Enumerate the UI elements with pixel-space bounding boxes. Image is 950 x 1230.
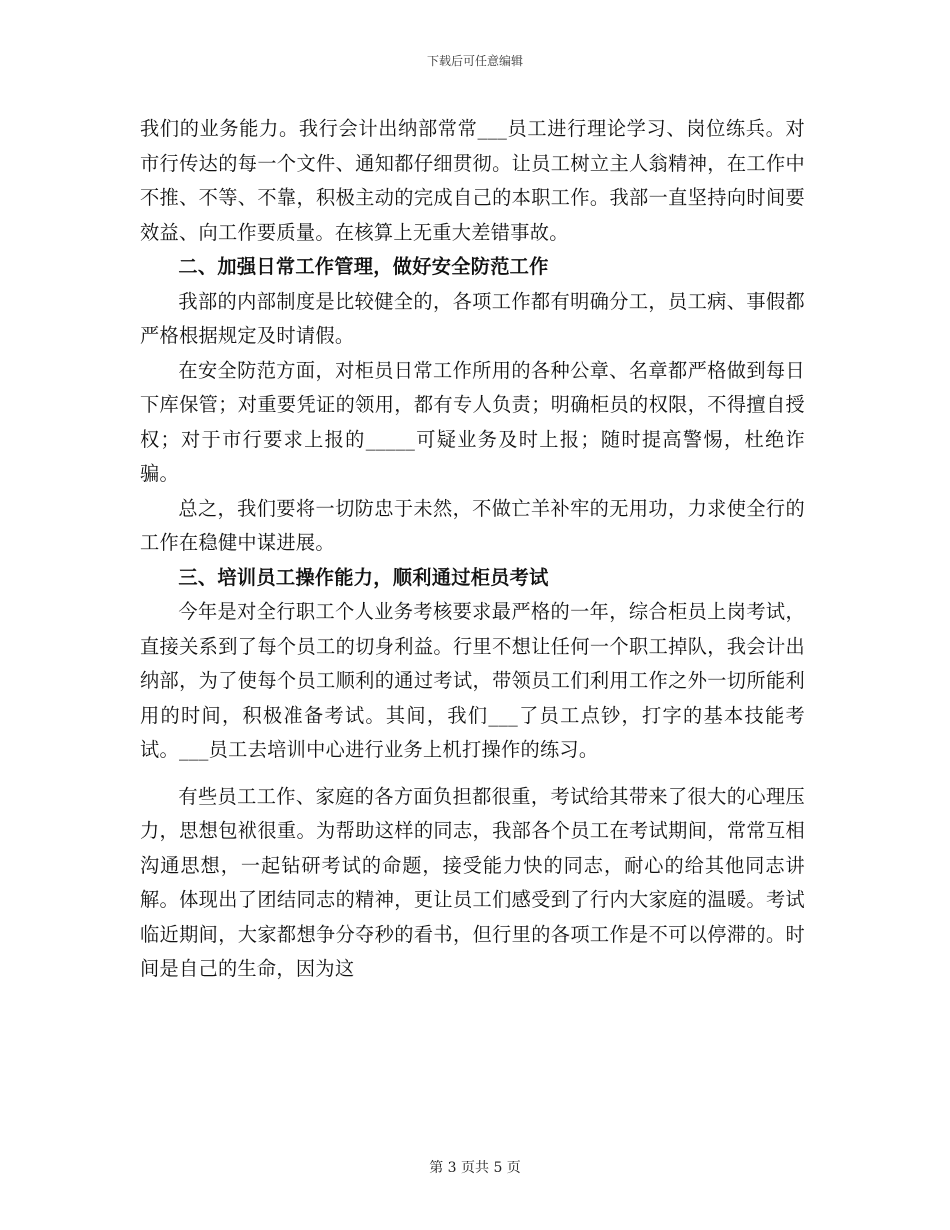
- paragraph-internal-rules: 我部的内部制度是比较健全的，各项工作都有明确分工，员工病、事假都严格根据规定及时请假。: [140, 289, 805, 347]
- paragraph-security: 在安全防范方面，对柜员日常工作所用的各种公章、名章都严格做到每日下库保管；对重要凭证的领用，都有专人负责；明确柜员的权限，不得擅自授权；对于市行要求上报的_____可疑业务及时上报；随时提高警惕，杜绝诈骗。: [140, 358, 805, 485]
- paragraph-support: 有些员工工作、家庭的各方面负担都很重，考试给其带来了很大的心理压力，思想包袱很重。为帮助这样的同志，我部各个员工在考试期间，常常互相沟通思想，一起钻研考试的命题，接受能力快的同志，耐心的给其他同志讲解。体现出了团结同志的精神，更让员工们感受到了行内大家庭的温暖。考试临近期间，大家都想争分夺秒的看书，但行里的各项工作是不可以停滞的。时间是自己的生命，因为这: [140, 784, 805, 980]
- document-body: [140, 112, 805, 987]
- page-footer: 第 3 页共 5 页: [429, 1160, 521, 1176]
- section-heading-3: 三、培训员工操作能力，顺利通过柜员考试: [178, 565, 549, 589]
- paragraph-training: 今年是对全行职工个人业务考核要求最严格的一年，综合柜员上岗考试，直接关系到了每个员工的切身利益。行里不想让任何一个职工掉队，我会计出纳部，为了使每个员工顺利的通过考试，带领员工们利用工作之外一切所能利用的时间，积极准备考试。其间，我们___了员工点钞，打字的基本技能考试。___员工去培训中心进行业务上机打操作的练习。: [140, 600, 805, 761]
- page-header: 下载后可任意编辑: [426, 54, 523, 68]
- paragraph-summary: 总之，我们要将一切防忠于未然，不做亡羊补牢的无用功，力求使全行的工作在稳健中谋进展。: [140, 496, 805, 554]
- paragraph-continuation: 我们的业务能力。我行会计出纳部常常___员工进行理论学习、岗位练兵。对市行传达的每一个文件、通知都仔细贯彻。让员工树立主人翁精神，在工作中不推、不等、不靠，积极主动的完成自己的本职工作。我部一直坚持向时间要效益、向工作要质量。在核算上无重大差错事故。: [140, 117, 805, 244]
- section-heading-2: 二、加强日常工作管理，做好安全防范工作: [178, 255, 549, 278]
